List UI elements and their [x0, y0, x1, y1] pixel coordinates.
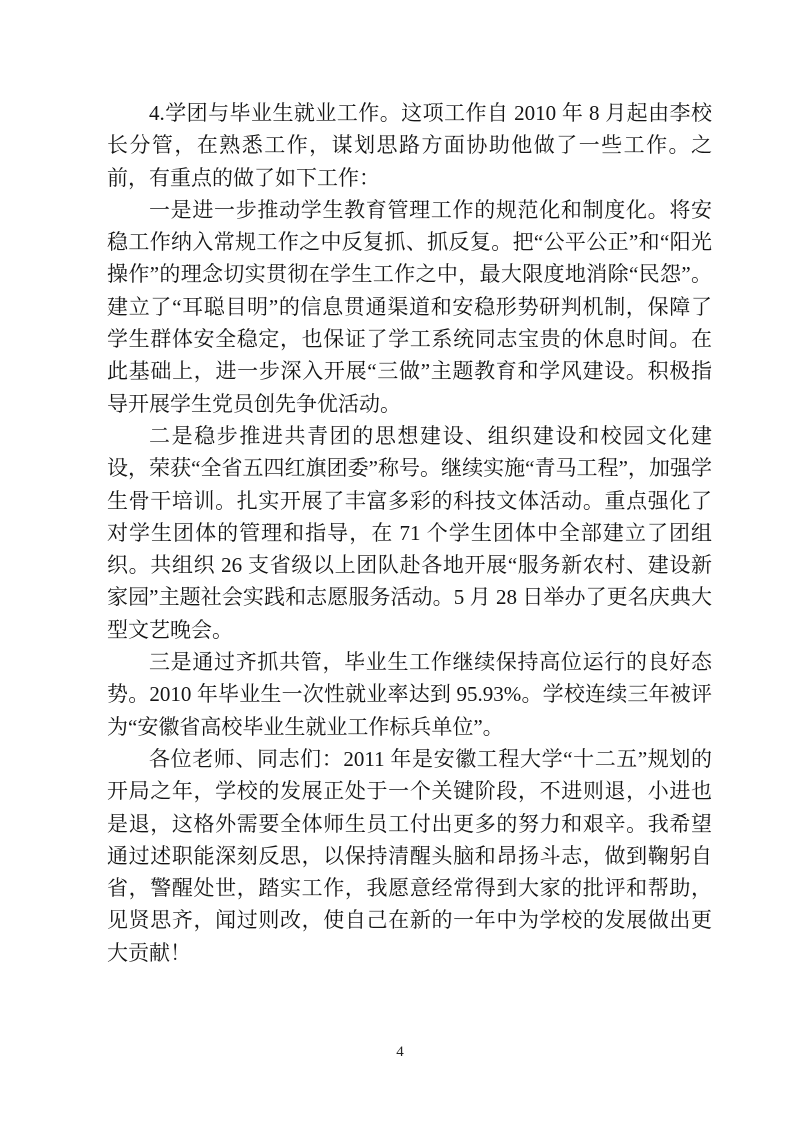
body-paragraph: 4.学团与毕业生就业工作。这项工作自 2010 年 8 月起由李校长分管，在熟悉工作，谋划思路方面协助他做了一些工作。之前，有重点的做了如下工作： — [107, 101, 712, 190]
body-paragraph: 二是稳步推进共青团的思想建设、组织建设和校园文化建设，荣获“全省五四红旗团委”称号。继续实施“青马工程”，加强学生骨干培训。扎实开展了丰富多彩的科技文体活动。重点强化了对学生团体的管理和指导，在 71 个学生团体中全部建立了团组织。共组织 26 支省级以上团队赴各地开展“服务新农村、建设新家园”主题社会实践和志愿服务活动。5 月 28 日举办了更名庆典大型文艺晚会。 — [107, 423, 712, 642]
body-paragraph: 一是进一步推动学生教育管理工作的规范化和制度化。将安稳工作纳入常规工作之中反复抓、抓反复。把“公平公正”和“阳光操作”的理念切实贯彻在学生工作之中，最大限度地消除“民怨”。建立了“耳聪目明”的信息贯通渠道和安稳形势研判机制，保障了学生群体安全稳定，也保证了学工系统同志宝贵的休息时间。在此基础上，进一步深入开展“三做”主题教育和学风建设。积极指导开展学生党员创先争优活动。 — [107, 197, 712, 416]
body-paragraph: 各位老师、同志们：2011 年是安徽工程大学“十二五”规划的开局之年，学校的发展正处于一个关键阶段，不进则退，小进也是退，这格外需要全体师生员工付出更多的努力和艰辛。我希望通过述职能深刻反思，以保持清醒头脑和昂扬斗志，做到鞠躬自省，警醒处世，踏实工作，我愿意经常得到大家的批评和帮助，见贤思齐，闻过则改，使自己在新的一年中为学校的发展做出更大贡献！ — [107, 746, 712, 965]
page-number: 4 — [396, 1044, 404, 1060]
body-paragraph: 三是通过齐抓共管，毕业生工作继续保持高位运行的良好态势。2010 年毕业生一次性就业率达到 95.93%。学校连续三年被评为“安徽省高校毕业生就业工作标兵单位”。 — [107, 650, 712, 739]
document-body — [107, 97, 712, 969]
